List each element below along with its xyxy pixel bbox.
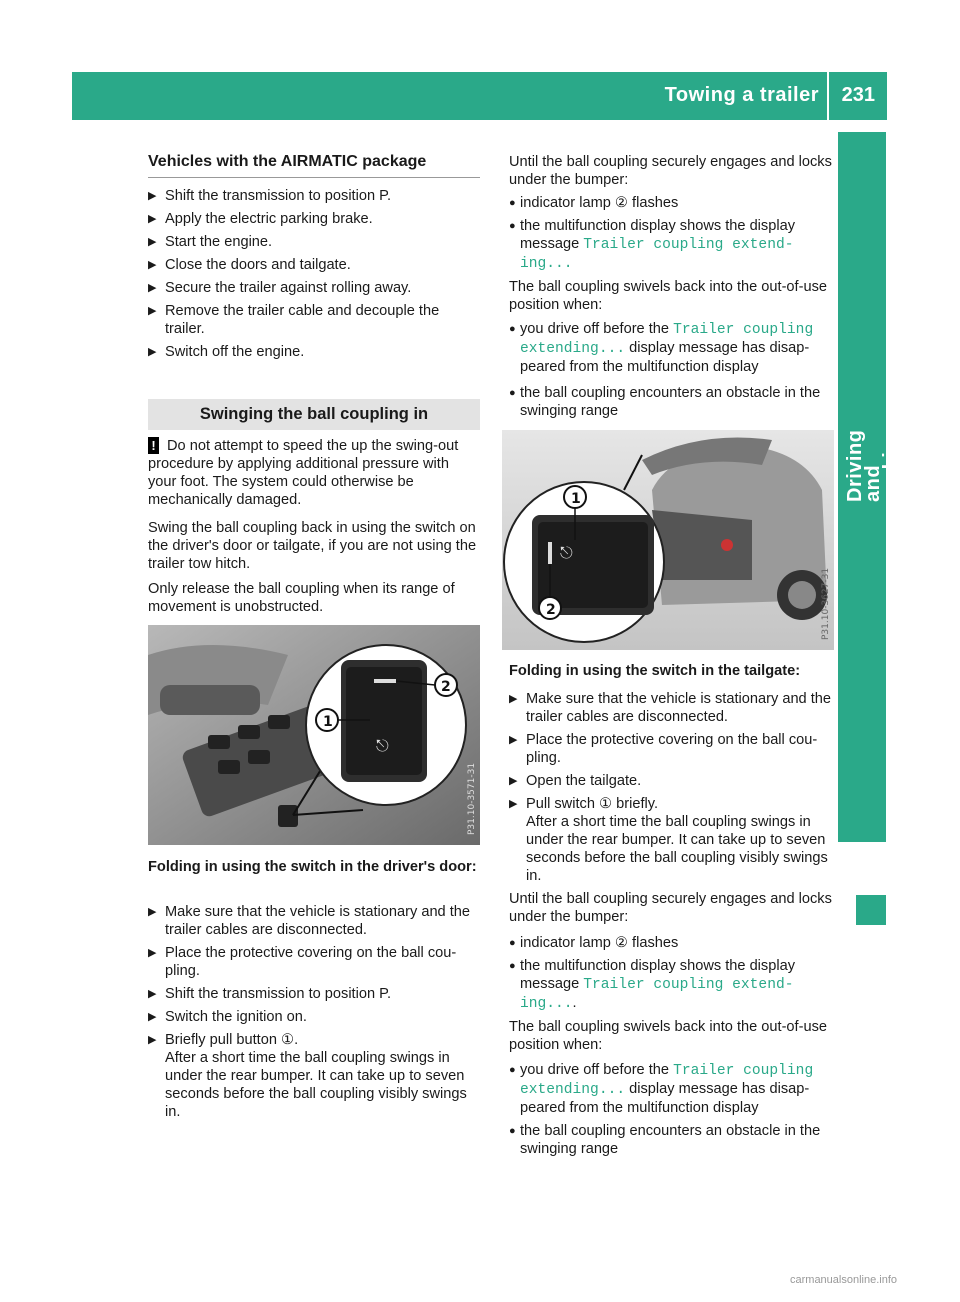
step-arrow-icon: ▶	[509, 798, 518, 810]
image-code: P31.10-3627-31	[821, 567, 831, 640]
paragraph: The ball coupling swivels back into the out-of-use position when:	[509, 1019, 827, 1053]
step-item	[148, 1008, 480, 1026]
step-item	[509, 690, 841, 726]
step-arrow-icon: ▶	[148, 906, 157, 918]
svg-text:2: 2	[441, 679, 451, 695]
bullet-text: display message has disap-	[629, 1081, 810, 1097]
step-text: Apply the electric parking brake.	[165, 211, 373, 227]
step-arrow-icon: ▶	[148, 1011, 157, 1023]
step-arrow-icon: ▶	[148, 282, 157, 294]
display-message: Trailer coupling extend‐	[583, 237, 794, 253]
paragraph: Until the ball coupling securely engages and locks under the bumper:	[509, 154, 832, 188]
step-arrow-icon: ▶	[509, 734, 518, 746]
step-item	[509, 772, 841, 790]
bullet-item	[509, 384, 835, 420]
bullet-item	[509, 217, 840, 273]
page-number: 231	[841, 84, 875, 106]
site-watermark: carmanualsonline.info	[790, 1274, 898, 1286]
step-item	[148, 256, 480, 274]
bullet-text: indicator lamp ② flashes	[520, 935, 679, 951]
section-heading-airmatic	[148, 153, 480, 177]
section-title: Swinging the ball coupling in	[199, 405, 429, 423]
step-result: After a short time the ball coupling swings in under the rear bumper. It can take up to seven seconds before the ball coupling visibly swings in.	[165, 1050, 467, 1120]
bullet-text: peared from the multifunction display	[520, 1100, 759, 1116]
step-arrow-icon: ▶	[148, 988, 157, 1000]
step-item	[148, 343, 480, 361]
step-item	[148, 985, 480, 1003]
svg-text:⎋: ⎋	[560, 543, 573, 562]
step-item	[148, 187, 480, 205]
heading-text: Vehicles with the AIRMATIC package	[148, 153, 427, 170]
step-item	[148, 302, 465, 338]
step-text: Pull switch ① briefly.	[526, 796, 659, 812]
subheading: Folding in using the switch in the driver's door:	[148, 859, 477, 875]
bullet-text: you drive off before the	[520, 1062, 670, 1078]
svg-text:2: 2	[546, 602, 556, 618]
punctuation: .	[572, 995, 577, 1011]
step-text: Remove the trailer cable and decouple the trailer.	[165, 303, 440, 337]
tailgate-illustration	[502, 430, 834, 650]
step-arrow-icon: ▶	[148, 1034, 157, 1046]
display-message-cont: ing...	[520, 256, 573, 272]
step-arrow-icon: ▶	[148, 947, 157, 959]
svg-text:1: 1	[323, 714, 333, 730]
tailgate-switch-image	[502, 430, 834, 650]
step-text: Secure the trailer against rolling away.	[165, 280, 412, 296]
display-message-cont: extending...	[520, 341, 626, 357]
bullet-item	[509, 1122, 835, 1158]
step-text: Shift the transmission to position P.	[165, 986, 392, 1002]
display-message-cont: extending...	[520, 1082, 626, 1098]
step-item	[509, 795, 841, 813]
bullet-text: display message has disap-	[629, 340, 810, 356]
paragraph: Until the ball coupling securely engages and locks under the bumper:	[509, 891, 832, 925]
bullet-icon: ●	[509, 197, 516, 209]
step-text: Shift the transmission to position P.	[165, 188, 392, 204]
bullet-item	[509, 934, 835, 952]
step-text: Make sure that the vehicle is stationary and the trailer cables are disconnected.	[526, 691, 832, 725]
step-text: Briefly pull button ①.	[165, 1032, 299, 1048]
bullet-icon: ●	[509, 323, 516, 335]
step-text: Close the doors and tailgate.	[165, 257, 351, 273]
bullet-icon: ●	[509, 1125, 516, 1137]
header-divider	[827, 72, 829, 120]
chapter-title: Towing a trailer	[664, 84, 819, 106]
step-item	[148, 279, 480, 297]
bullet-icon: ●	[509, 1064, 516, 1076]
bullet-item	[509, 957, 840, 1013]
section-header	[148, 399, 480, 430]
door-switch-image	[148, 625, 480, 845]
step-arrow-icon: ▶	[148, 259, 157, 271]
step-arrow-icon: ▶	[148, 305, 157, 317]
display-message: Trailer coupling	[673, 1063, 814, 1079]
warning-text: Do not attempt to speed the up the swing-out procedure by applying additional pressure with your foot. The system could otherwise be mechanically damaged.	[148, 438, 459, 508]
door-switch-illustration	[148, 625, 480, 845]
bullet-item	[509, 194, 835, 212]
step-item	[509, 731, 852, 767]
step-text: Open the tailgate.	[526, 773, 642, 789]
step-result: After a short time the ball coupling swings in under the rear bumper. It can take up to seven seconds before the ball coupling visibly swings in.	[526, 814, 828, 884]
step-item	[148, 233, 480, 251]
image-code: P31.10-3571-31	[467, 762, 477, 835]
step-text: Switch the ignition on.	[165, 1009, 307, 1025]
svg-text:⎋: ⎋	[376, 736, 389, 755]
bullet-item	[509, 320, 840, 376]
step-text: Start the engine.	[165, 234, 273, 250]
warning-icon: !	[148, 437, 159, 454]
bullet-text: the multifunction display shows the display message	[520, 218, 795, 252]
paragraph: The ball coupling swivels back into the out-of-use position when:	[509, 279, 827, 313]
bullet-icon: ●	[509, 937, 516, 949]
bullet-text: the ball coupling encounters an obstacle in the swinging range	[520, 1123, 821, 1157]
heading-rule	[148, 177, 480, 178]
step-arrow-icon: ▶	[509, 693, 518, 705]
bullet-text: you drive off before the	[520, 321, 670, 337]
bullet-item	[509, 1061, 840, 1117]
step-item	[148, 944, 480, 980]
bullet-text: the multifunction display shows the display message	[520, 958, 795, 992]
paragraph: Swing the ball coupling back in using the switch on the driver's door or tailgate, if you are not using the trailer tow hitch.	[148, 520, 477, 572]
step-arrow-icon: ▶	[148, 346, 157, 358]
subheading: Folding in using the switch in the tailgate:	[509, 663, 801, 679]
bullet-text: peared from the multifunction display	[520, 359, 759, 375]
bullet-icon: ●	[509, 220, 516, 232]
warning-note	[148, 437, 480, 509]
step-item	[148, 210, 480, 228]
bullet-text: indicator lamp ② flashes	[520, 195, 679, 211]
step-text: Place the protective covering on the ball cou-pling.	[165, 945, 457, 979]
display-message: Trailer coupling extend‐	[583, 977, 794, 993]
side-tab-marker	[856, 895, 886, 925]
step-item	[148, 1031, 480, 1049]
step-arrow-icon: ▶	[148, 236, 157, 248]
step-arrow-icon: ▶	[148, 213, 157, 225]
step-text: Place the protective covering on the ball cou-pling.	[526, 732, 818, 766]
paragraph: Only release the ball coupling when its range of movement is unobstructed.	[148, 581, 455, 615]
step-text: Switch off the engine.	[165, 344, 305, 360]
bullet-text: the ball coupling encounters an obstacle in the swinging range	[520, 385, 821, 419]
side-tab-label: Driving and parking	[844, 426, 902, 502]
step-text: Make sure that the vehicle is stationary and the trailer cables are disconnected.	[165, 904, 471, 938]
header-bar	[72, 72, 887, 120]
svg-text:1: 1	[571, 491, 581, 507]
step-arrow-icon: ▶	[509, 775, 518, 787]
bullet-icon: ●	[509, 960, 516, 972]
step-item	[148, 903, 480, 939]
step-arrow-icon: ▶	[148, 190, 157, 202]
display-message-cont: ing...	[520, 996, 573, 1012]
bullet-icon: ●	[509, 387, 516, 399]
display-message: Trailer coupling	[673, 322, 814, 338]
